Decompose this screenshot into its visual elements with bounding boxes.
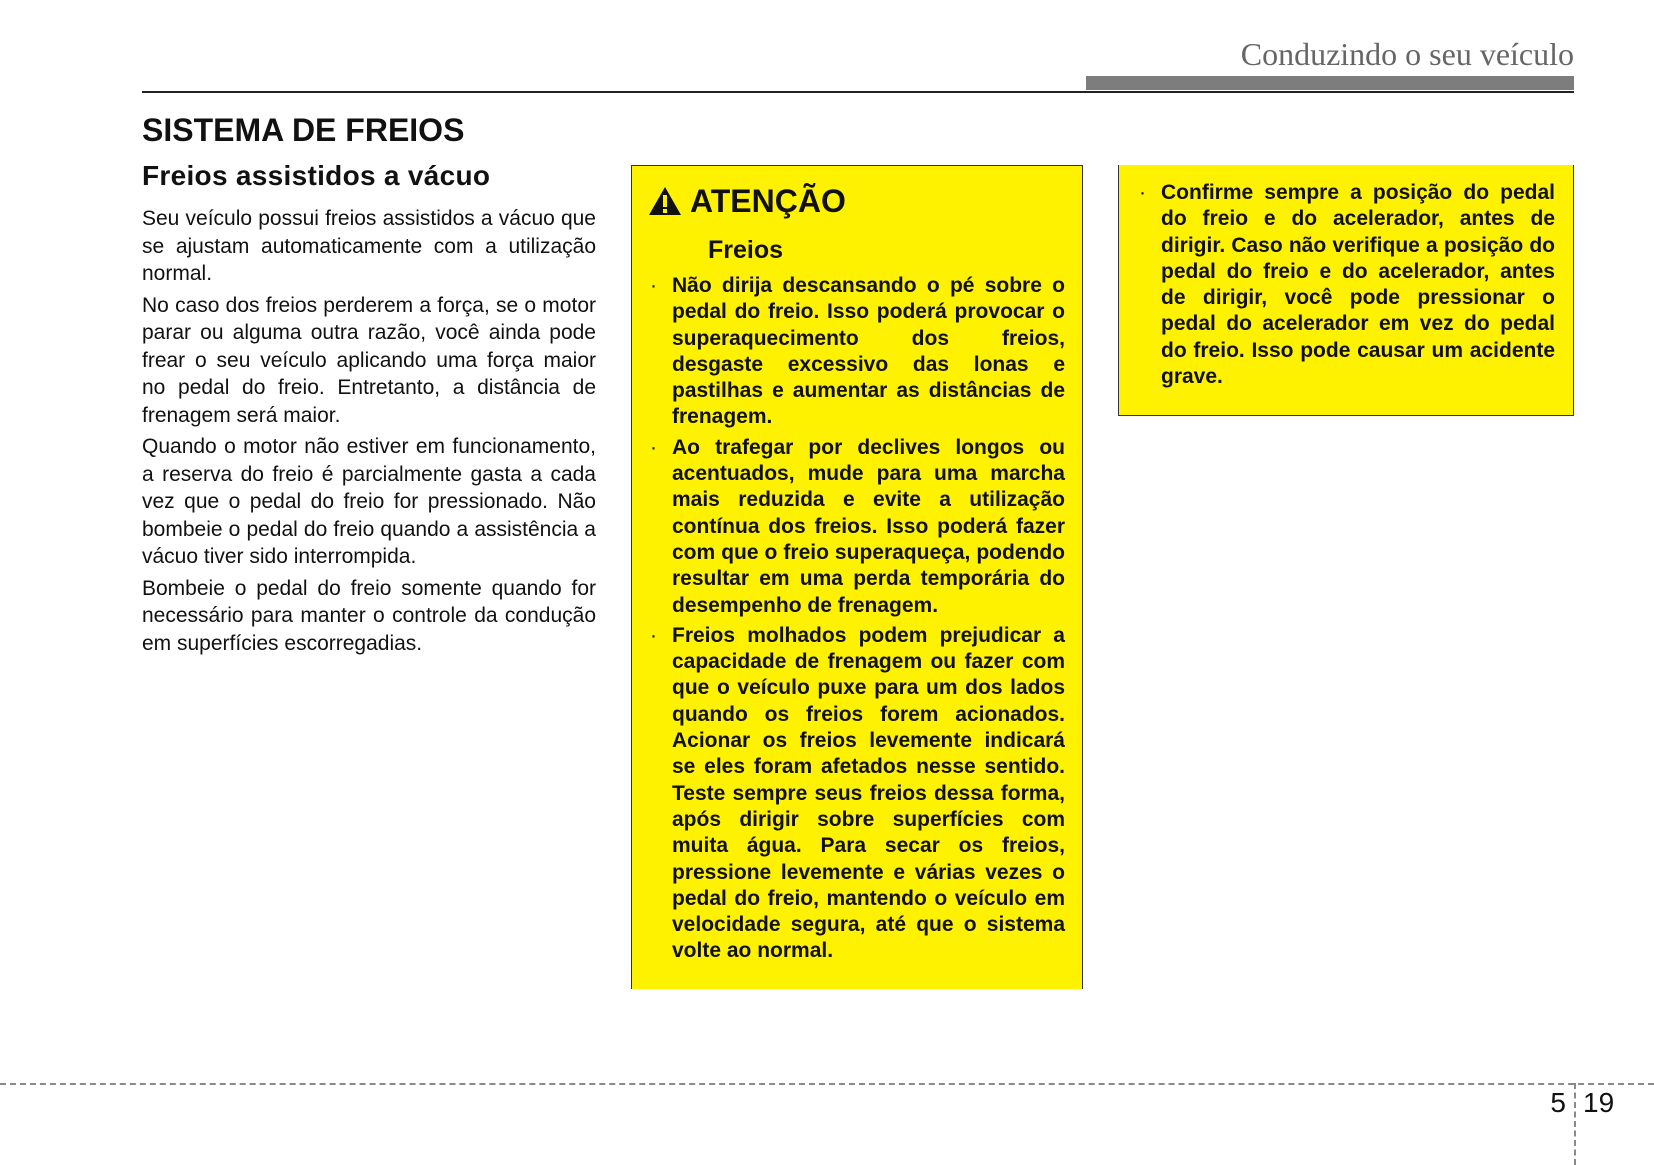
warning-list-continued [1137, 180, 1555, 390]
body-paragraph: Bombeie o pedal do freio somente quando for necessário para manter o controle da condução em superfícies escorregadias. [142, 576, 596, 655]
warning-list [648, 273, 1065, 965]
section-title: SISTEMA DE FREIOS [142, 112, 465, 148]
section-subtitle: Freios assistidos a vácuo [142, 160, 491, 191]
warning-item-text: Não dirija descansando o pé sobre o pedal do freio. Isso poderá provocar o superaquecimento dos freios, desgaste excessivo das lonas e pastilhas e aumentar as distâncias de frenagem. [672, 274, 1065, 429]
header-rule [142, 91, 1574, 93]
body-paragraph: No caso dos freios perderem a força, se o motor parar ou alguma outra razão, você ainda pode frear o seu veículo aplicando uma força maior no pedal do freio. Entretanto, a distância de frenagem será maior. [142, 293, 596, 427]
bullet-glyph: · [1139, 181, 1146, 204]
page-number: 19 [1583, 1087, 1615, 1118]
body-paragraph: Quando o motor não estiver em funcionamento, a reserva do freio é parcialmente gasta a cada vez que o pedal do freio for pressionado. Não bombeie o pedal do freio quando a assistência a vácuo tiver sido interrompida. [142, 435, 596, 568]
bullet-glyph: · [650, 274, 657, 297]
warning-box [631, 165, 1083, 989]
header-bar [1086, 76, 1574, 90]
header-chapter-title: Conduzindo o seu veículo [1240, 36, 1574, 72]
warning-item-text: Ao trafegar por declives longos ou acentuados, mude para uma marcha mais reduzida e evite a utilização contínua dos freios. Isso poderá fazer com que o freio superaqueça, podendo resultar em uma perda temporária do desempenho de frenagem. [672, 435, 1065, 617]
warning-box-continued [1118, 165, 1574, 416]
warning-item-text: Freios molhados podem prejudicar a capacidade de frenagem ou fazer com que o veículo puxe para um dos lados quando os freios forem acionados. Acionar os freios levemente indicará se eles foram afetados nesse sentido. Teste sempre seus freios dessa forma, após dirigir sobre superfícies com muita água. Para secar os freios, pressione levemente e várias vezes o pedal do freio, mantendo o veículo em velocidade segura, até que o sistema volte ao normal. [672, 623, 1065, 963]
page-chapter-number: 5 [1550, 1087, 1566, 1118]
warning-item [648, 623, 1065, 965]
warning-triangle-icon [648, 186, 682, 216]
warning-item [648, 273, 1065, 431]
warning-header [648, 182, 1065, 220]
warning-item [648, 435, 1065, 619]
warning-title: ATENÇÃO [690, 182, 846, 219]
bullet-glyph: · [650, 623, 657, 647]
body-column [142, 205, 596, 661]
warning-item [1137, 180, 1555, 390]
body-paragraph: Seu veículo possui freios assistidos a vácuo que se ajustam automaticamente com a utilização normal. [142, 207, 596, 285]
page-dashed-rule [0, 1083, 1654, 1085]
bullet-glyph: · [650, 435, 657, 459]
warning-item-text: Confirme sempre a posição do pedal do freio e do acelerador, antes de dirigir. Caso não verifique a posição do pedal do freio e do acelerador, antes de dirigir, você pode pressionar o pedal do acelerador em vez do pedal do freio. Isso pode causar um acidente grave. [1161, 181, 1555, 389]
page-vertical-dashes [1574, 1083, 1576, 1165]
warning-subtitle: Freios [708, 236, 784, 264]
